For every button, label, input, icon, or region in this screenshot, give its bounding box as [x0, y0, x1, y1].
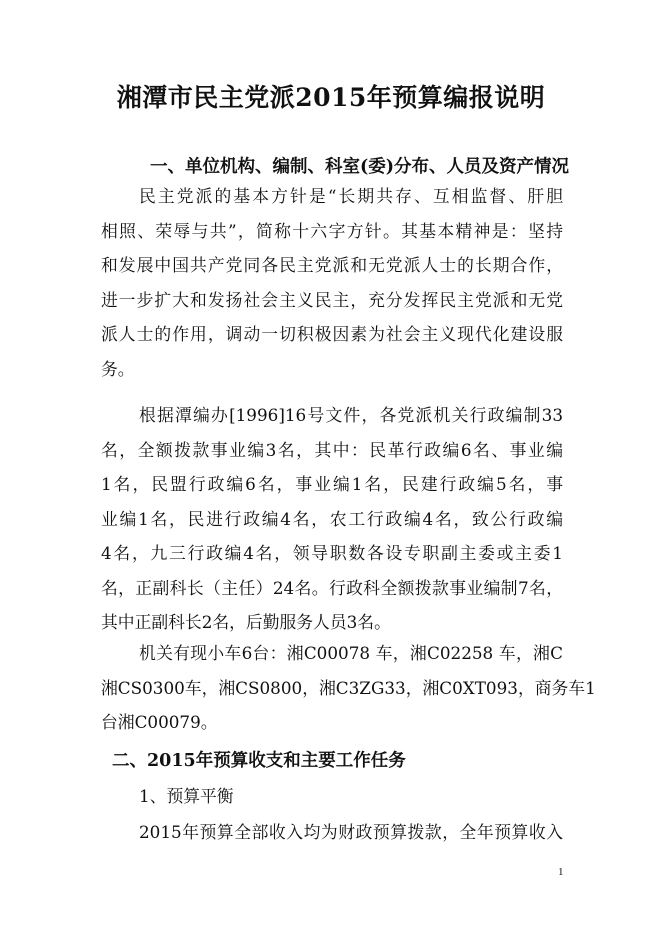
paragraph-guiding-principle: [101, 179, 563, 386]
subsection-heading: [101, 779, 563, 814]
text-line: 1名，民盟行政编6名，事业编1名，民建行政编5名，事: [101, 474, 563, 494]
text-line: 其中正副科长2名，后勤服务人员3名。: [101, 612, 391, 632]
text-line: 派人士的作用，调动一切积极因素为社会主义现代化建设服: [101, 324, 563, 344]
page-number: 1: [558, 866, 564, 878]
text-line: 名，正副科长（主任）24名。行政科全额拨款事业编制7名，: [101, 577, 563, 598]
text-line: 1、预算平衡: [139, 786, 234, 806]
text-line: 机关有现小车6台：湘C00078 车，湘C02258 车，湘C: [139, 643, 563, 663]
text-line: 湘CS0300车，湘CS0800，湘C3ZG33，湘C0XT093，商务车1: [101, 677, 596, 698]
text-line: 进一步扩大和发扬社会主义民主，充分发挥民主党派和无党: [101, 289, 563, 310]
text-line: 根据潭编办[1996]16号文件，各党派机关行政编制33: [139, 405, 563, 425]
text-line: 民主党派的基本方针是“长期共存、互相监督、肝胆: [139, 186, 563, 206]
paragraph-budget-income: [101, 815, 563, 850]
document-title: 湘潭市民主党派2015年预算编报说明: [116, 83, 546, 112]
paragraph-staffing: [101, 398, 563, 640]
text-line: 和发展中国共产党同各民主党派和无党派人士的长期合作，: [101, 255, 563, 275]
text-line: 务。: [101, 358, 135, 379]
text-line: 业编1名，民进行政编4名，农工行政编4名，致公行政编: [101, 508, 563, 529]
text-line: 台湘C00079。: [101, 712, 218, 732]
text-line: 4名，九三行政编4名，领导职数各设专职副主委或主委1: [101, 543, 563, 563]
text-line: 2015年预算全部收入均为财政预算拨款，全年预算收入: [139, 822, 563, 842]
paragraph-vehicles: [101, 636, 596, 740]
section-heading-1: 一、单位机构、编制、科室(委)分布、人员及资产情况: [150, 157, 570, 177]
text-line: 名，全额拨款事业编3名，其中：民革行政编6名、事业编: [101, 439, 563, 460]
text-line: 相照、荣辱与共”，简称十六字方针。其基本精神是：坚持: [101, 220, 563, 241]
section-heading-2: 二、2015年预算收支和主要工作任务: [112, 751, 406, 771]
